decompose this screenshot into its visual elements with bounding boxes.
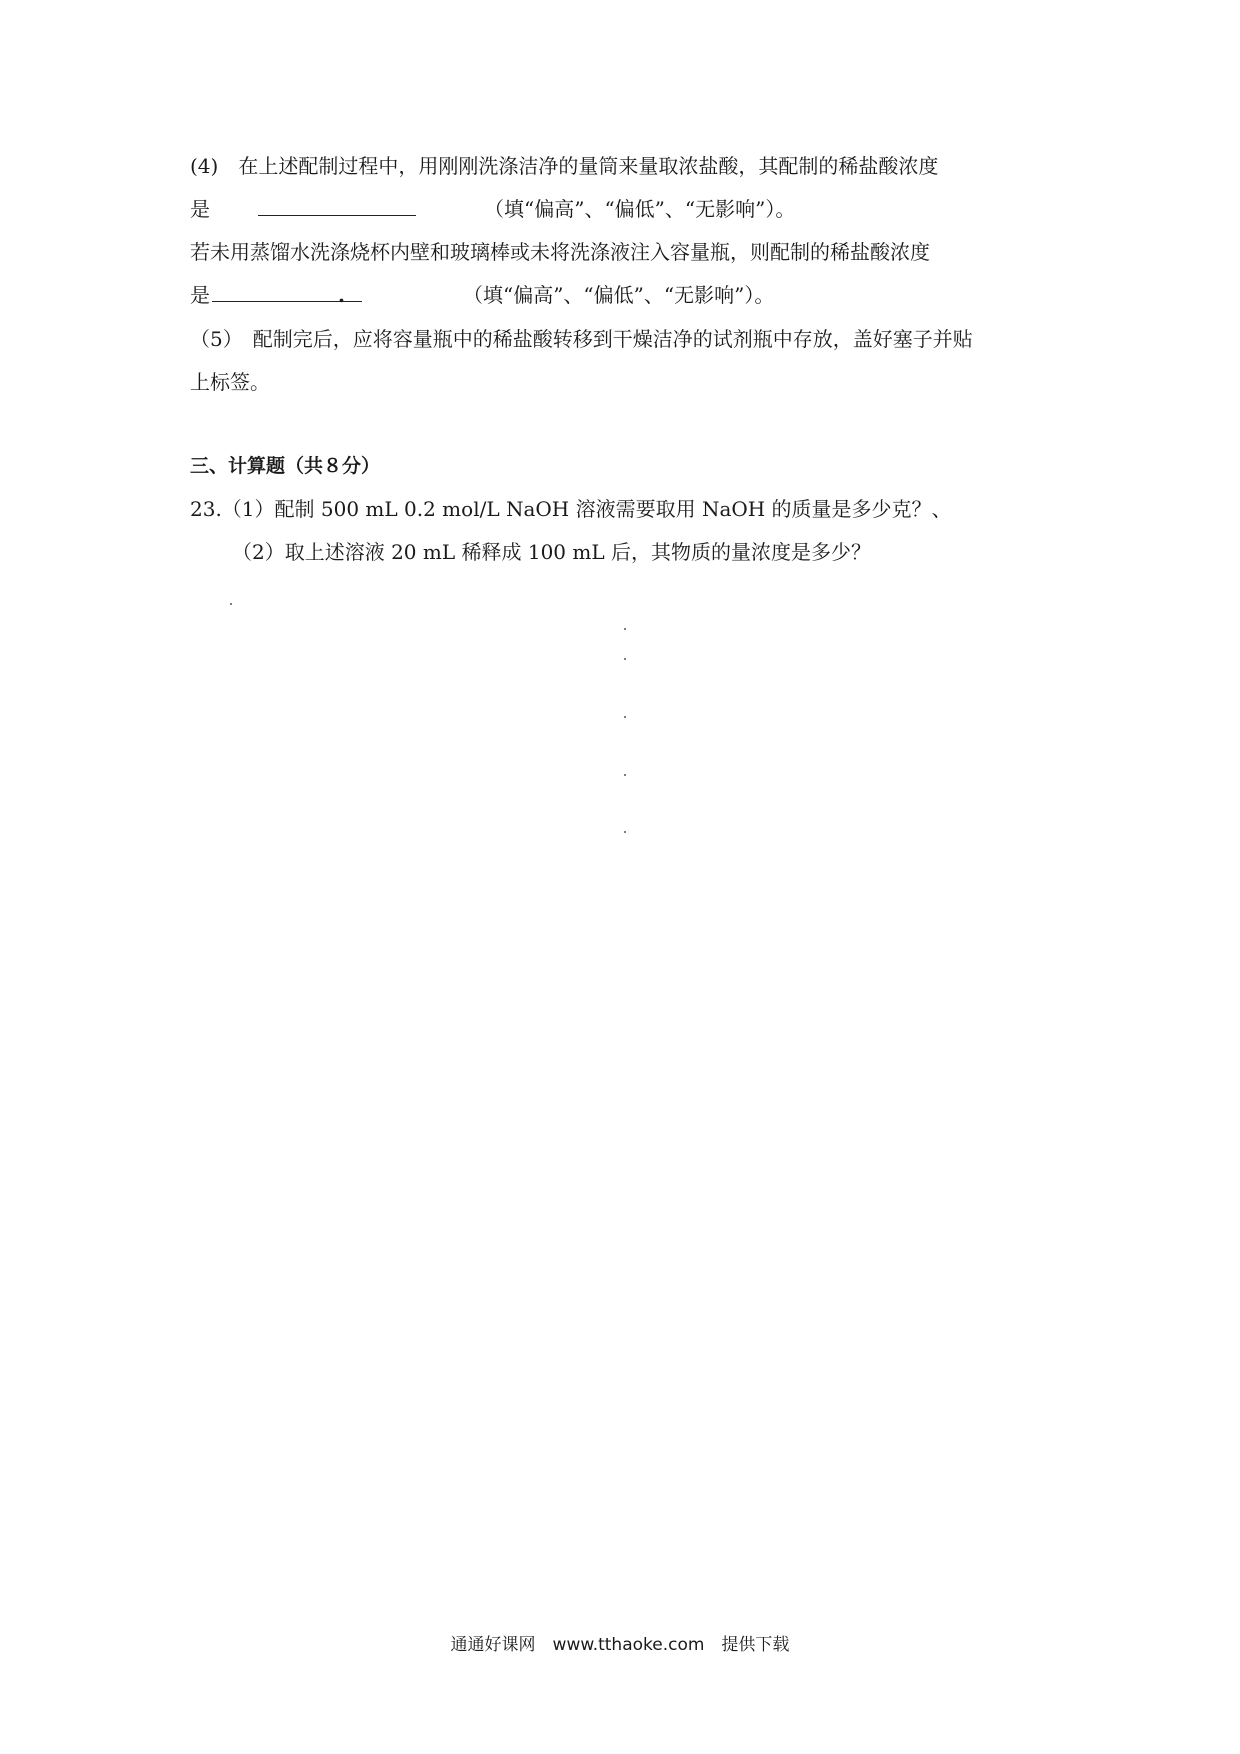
question-5-line-1: （5） 配制完后，应将容量瓶中的稀盐酸转移到干燥洁净的试剂瓶中存放，盖好塞子并贴 <box>190 327 973 351</box>
answer-blank[interactable] <box>258 195 416 216</box>
question-5-line-2: 上标签。 <box>190 370 270 394</box>
question-23-part-2: （2）取上述溶液 20 mL 稀释成 100 mL 后，其物质的量浓度是多少？ <box>232 540 871 564</box>
question-4-line-1: (4) 在上述配制过程中，用刚刚洗涤洁净的量筒来量取浓盐酸，其配制的稀盐酸浓度 <box>190 154 939 178</box>
question-4-line-2 <box>190 195 795 223</box>
scan-speck <box>624 628 626 630</box>
answer-prefix: 是 <box>190 197 210 221</box>
scan-speck <box>230 603 232 605</box>
section-heading: 三、计算题（共８分） <box>190 455 381 477</box>
answer-options: （填“偏高”、“偏低”、“无影响”）。 <box>484 197 796 221</box>
answer-prefix: 是 <box>190 283 210 307</box>
question-4-line-3: 若未用蒸馏水洗涤烧杯内壁和玻璃棒或未将洗涤液注入容量瓶，则配制的稀盐酸浓度 <box>190 240 930 264</box>
page-footer: 通通好课网 www.tthaoke.com 提供下载 <box>450 1635 790 1655</box>
scan-speck <box>624 716 626 718</box>
answer-options: （填“偏高”、“偏低”、“无影响”）。 <box>462 283 775 307</box>
question-4-line-4 <box>190 281 774 309</box>
scan-speck <box>624 658 626 660</box>
question-23-part-1: 23.（1）配制 500 mL 0.2 mol/L NaOH 溶液需要取用 NaOH 的质量是多少克？、 <box>190 497 952 521</box>
blank-period: . <box>338 283 345 307</box>
scan-speck <box>624 774 626 776</box>
scan-speck <box>624 831 626 833</box>
